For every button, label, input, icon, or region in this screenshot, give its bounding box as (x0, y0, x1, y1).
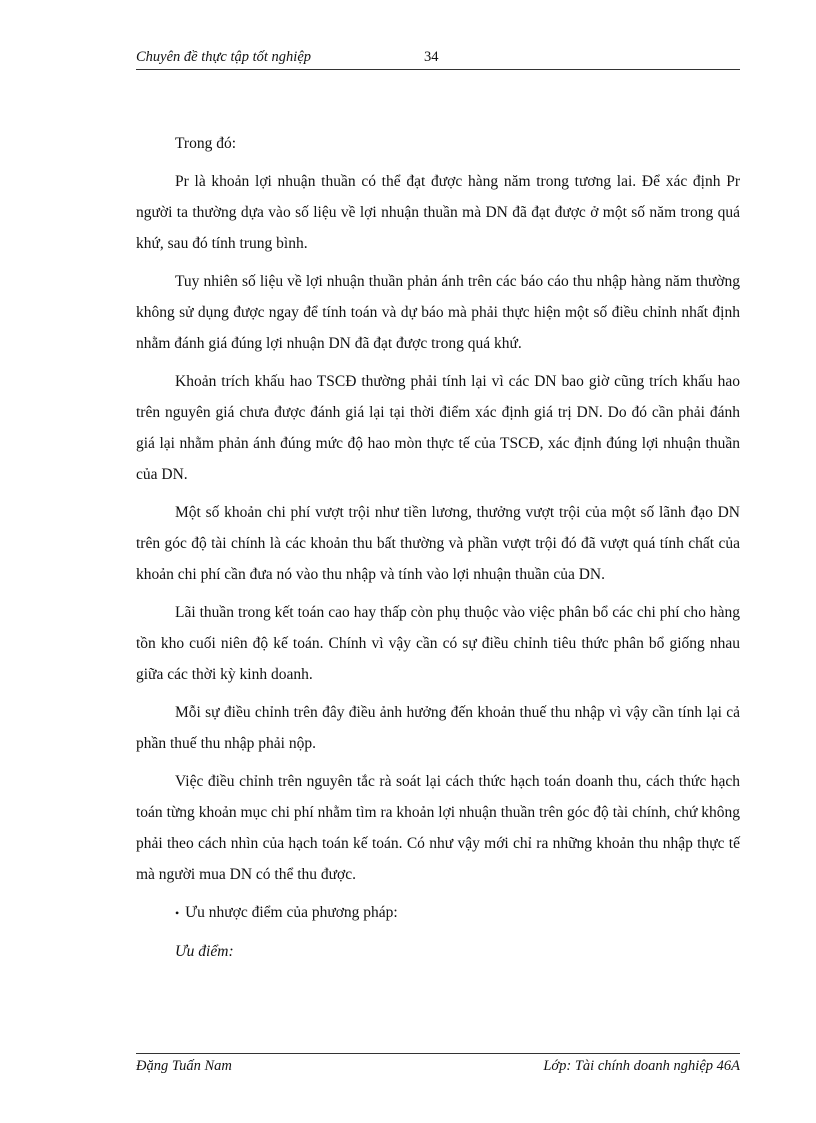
author-name: Đặng Tuấn Nam (136, 1058, 232, 1074)
paragraph: Trong đó: (175, 135, 237, 152)
page-header (136, 49, 740, 70)
paragraph: Tuy nhiên số liệu về lợi nhuận thuần phản ánh trên các báo cáo thu nhập hàng năm thường không sử dụng được ngay để tính toán và dự báo mà phải thực hiện một số điều chỉnh nhất định nhằm đánh giá đúng lợi nhuận DN đã đạt được trong quá khứ. (136, 273, 740, 352)
paragraph: Việc điều chỉnh trên nguyên tắc rà soát lại cách thức hạch toán doanh thu, cách thức hạch toán từng khoản mục chi phí nhằm tìm ra khoản lợi nhuận thuần trên góc độ tài chính, chứ không phải theo cách nhìn của hạch toán kế toán. Có như vậy mới chỉ ra những khoản thu nhập thực tế mà người mua DN có thể thu được. (136, 773, 740, 883)
subheading: Ưu điểm: (175, 943, 234, 960)
paragraph: Một số khoản chi phí vượt trội như tiền lương, thưởng vượt trội của một số lãnh đạo DN trên góc độ tài chính là các khoản thu bất thường và phần vượt trội đó đã vượt quá tính chất của khoản chi phí cần đưa nó vào thu nhập và tính vào lợi nhuận thuần của DN. (136, 504, 740, 583)
page-number: 34 (424, 49, 439, 65)
class-name: Lớp: Tài chính doanh nghiệp 46A (543, 1058, 740, 1074)
paragraph: Khoản trích khấu hao TSCĐ thường phải tính lại vì các DN bao giờ cũng trích khấu hao trên nguyên giá chưa được đánh giá lại tại thời điểm xác định giá trị DN. Do đó cần phải đánh giá lại nhằm phản ánh đúng mức độ hao mòn thực tế của TSCĐ, xác định đúng lợi nhuận thuần của DN. (136, 373, 740, 483)
bullet-icon: • (175, 906, 180, 920)
document-body (136, 128, 740, 974)
paragraph: Lãi thuần trong kết toán cao hay thấp còn phụ thuộc vào việc phân bổ các chi phí cho hàng tồn kho cuối niên độ kế toán. Chính vì vậy cần có sự điều chỉnh tiêu thức phân bổ giống nhau giữa các thời kỳ kinh doanh. (136, 604, 740, 683)
paragraph: Mỗi sự điều chỉnh trên đây điều ảnh hưởng đến khoản thuế thu nhập vì vậy cần tính lại cả phần thuế thu nhập phải nộp. (136, 704, 740, 752)
paragraph: Pr là khoản lợi nhuận thuần có thể đạt được hàng năm trong tương lai. Để xác định Pr người ta thường dựa vào số liệu về lợi nhuận thuần mà DN đã đạt được ở một số năm trong quá khứ, sau đó tính trung bình. (136, 173, 740, 252)
bullet-item (136, 897, 740, 929)
document-title: Chuyên đề thực tập tốt nghiệp (136, 49, 312, 65)
bullet-text: Ưu nhược điểm của phương pháp: (185, 904, 398, 921)
page-footer (136, 1053, 740, 1076)
